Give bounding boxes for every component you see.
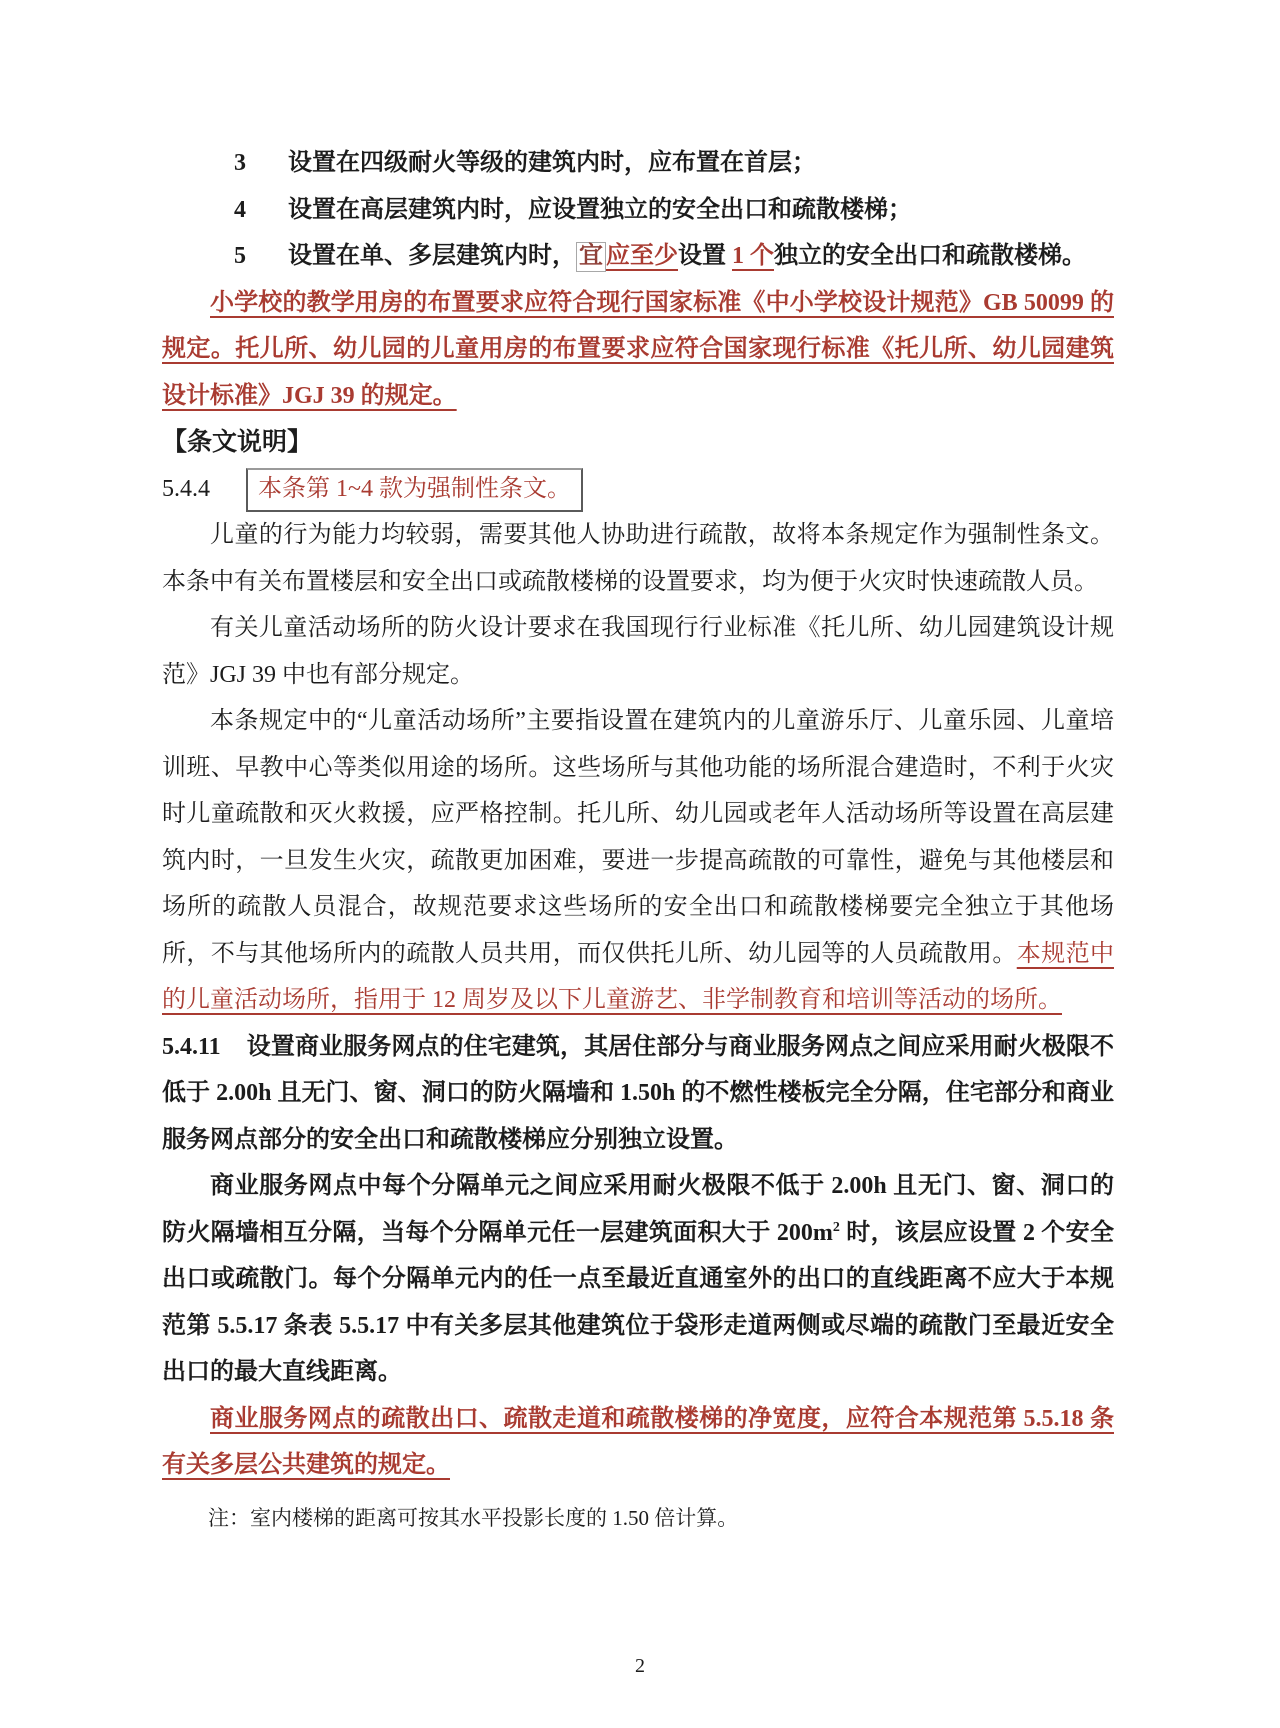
paragraph-text: 本条规定中的“儿童活动场所”主要指设置在建筑内的儿童游乐厅、儿童乐园、儿童培训班、早教中心等类似用途的场所。这些场所与其他功能的场所混合建造时，不利于火灾时儿童疏散和灭火救援，应严格控制。托儿所、幼儿园或老年人活动场所等设置在高层建筑内时，一旦发生火灾，疏散更加困难，要进一步提高疏散的可靠性，避免与其他楼层和场所的疏散人员混合，故规范要求这些场所的安全出口和疏散楼梯要完全独立于其他场所，不与其他场所内的疏散人员共用，而仅供托儿所、幼儿园等的人员疏散用。 (162, 708, 1114, 967)
superscript-square-meters: 2 (832, 1219, 840, 1235)
revision-inserted-text: 1 个 (732, 243, 774, 269)
clause-number: 5.4.11 (162, 1033, 221, 1060)
clause-list-item-5 (162, 233, 1114, 280)
clause-text: 设置商业服务网点的住宅建筑，其居住部分与商业服务网点之间应采用耐火极限不低于 2.00h 且无门、窗、洞口的防火隔墙和 1.50h 的不燃性楼板完全分隔，住宅部分和商业服务网点部分的安全出口和疏散楼梯应分别独立设置。 (162, 1033, 1114, 1153)
revision-inserted-text: 本规范中的儿童活动场所，指用于 12 周岁及以下儿童游艺、非学制教育和培训等活动的场所。 (162, 940, 1114, 1013)
item-number: 3 (234, 150, 246, 176)
clause-5411-note: 注：室内楼梯的距离可按其水平投影长度的 1.50 倍计算。 (208, 1505, 739, 1530)
item-text: 设置在单、多层建筑内时， (288, 243, 576, 269)
document-page-content (162, 140, 1114, 1541)
clause-list-item-3 (162, 140, 1114, 187)
revision-inserted-text: 商业服务网点的疏散出口、疏散走道和疏散楼梯的净宽度，应符合本规范第 5.5.18 条有关多层公共建筑的规定。 (162, 1405, 1114, 1478)
mandatory-clause-box: 本条第 1~4 款为强制性条文。 (246, 468, 583, 512)
item-number: 4 (234, 196, 246, 223)
page-number: 2 (635, 1655, 645, 1677)
clause-5411-paragraph-2 (162, 1163, 1114, 1396)
revision-inserted-text: 小学校的教学用房的布置要求应符合现行国家标准《中小学校设计规范》GB 50099 的规定。托儿所、幼儿园的儿童用房的布置要求应符合国家现行标准《托儿所、幼儿园建筑设计标准》JGJ 39 的规定。 (162, 289, 1114, 409)
explanation-paragraph-2: 有关儿童活动场所的防火设计要求在我国现行行业标准《托儿所、幼儿园建筑设计规范》JGJ 39 中也有部分规定。 (162, 615, 1114, 688)
clause-5411-paragraph-1 (162, 1024, 1114, 1164)
explanation-paragraph-1: 儿童的行为能力均较弱，需要其他人协助进行疏散，故将本条规定作为强制性条文。本条中有关布置楼层和安全出口或疏散楼梯的设置要求，均为便于火灾时快速疏散人员。 (162, 522, 1114, 595)
clause-544-note-line (162, 466, 1114, 513)
revision-paragraph-school (162, 280, 1114, 420)
clause-number: 5.4.4 (162, 475, 210, 502)
revision-inserted-text: 应至少 (606, 243, 678, 269)
revision-deleted-text: 宜 (576, 242, 606, 272)
clause-text: 时，该层应设置 2 个安全出口或疏散门。每个分隔单元内的任一点至最近直通室外的出口的直线距离不应大于本规范第 5.5.17 条表 5.5.17 中有关多层其他建筑位于袋形走道两侧或尽端的疏散门至最近安全出口的最大直线距离。 (162, 1219, 1114, 1385)
explanation-paragraph-3 (162, 698, 1114, 1024)
clause-5411-revision-paragraph (162, 1396, 1114, 1489)
item-text: 设置在四级耐火等级的建筑内时，应布置在首层； (288, 150, 816, 176)
clause-text: 商业服务网点中每个分隔单元之间应采用耐火极限不低于 2.00h 且无门、窗、洞口的防火隔墙相互分隔，当每个分隔单元任一层建筑面积大于 200m (162, 1173, 1114, 1246)
item-text: 独立的安全出口和疏散楼梯。 (774, 243, 1086, 269)
item-text: 设置在高层建筑内时，应设置独立的安全出口和疏散楼梯； (288, 196, 912, 223)
item-number: 5 (234, 243, 246, 269)
item-text: 设置 (678, 243, 732, 269)
explanation-section-heading: 【条文说明】 (162, 428, 313, 456)
clause-list-item-4 (162, 187, 1114, 234)
